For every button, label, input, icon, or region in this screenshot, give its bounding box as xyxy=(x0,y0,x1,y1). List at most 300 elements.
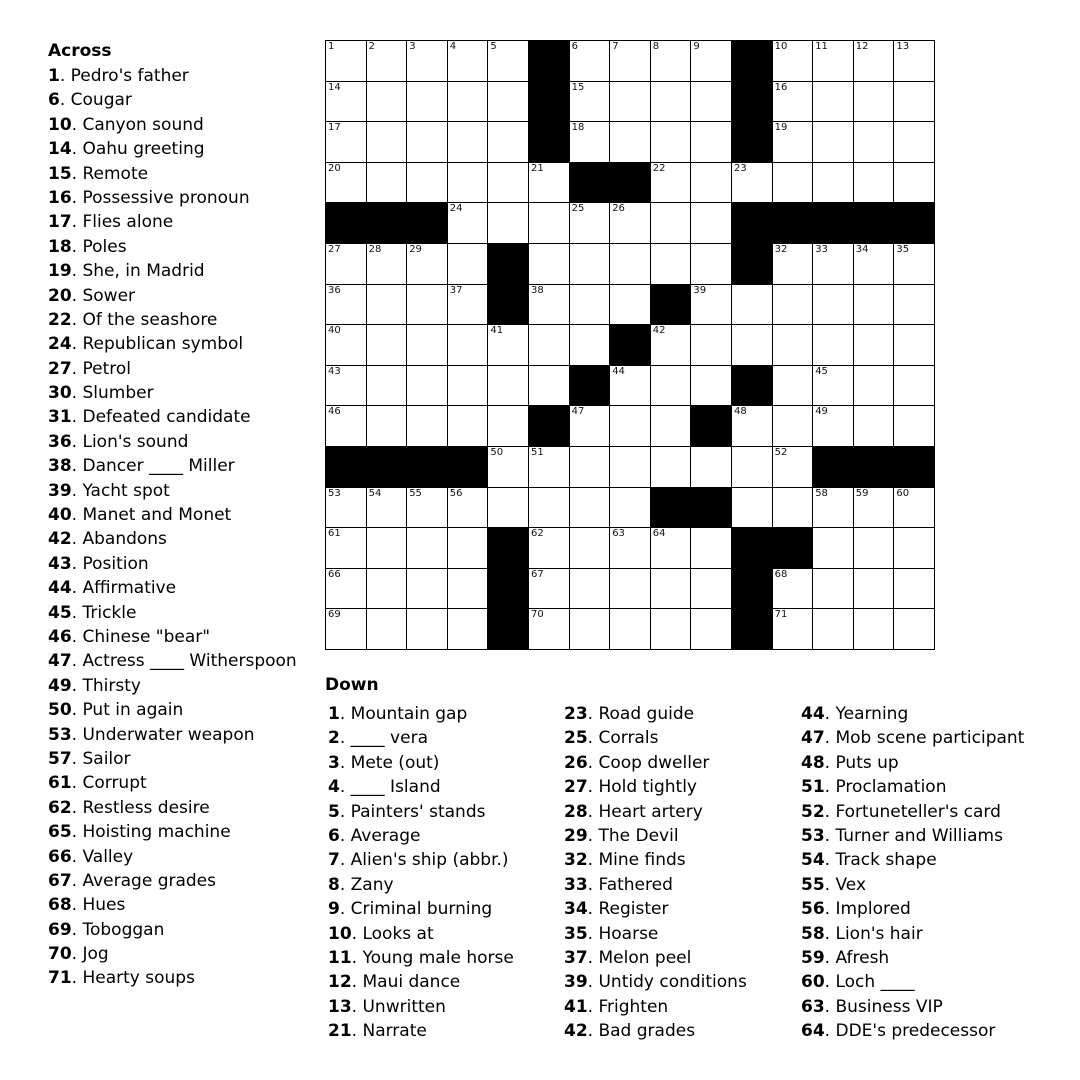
answer-cell[interactable] xyxy=(488,406,529,447)
black-square xyxy=(691,406,732,447)
cell-number: 20 xyxy=(328,162,341,174)
answer-cell[interactable] xyxy=(448,488,489,529)
answer-cell[interactable] xyxy=(691,163,732,204)
answer-cell[interactable] xyxy=(691,528,732,569)
answer-cell[interactable] xyxy=(894,82,935,123)
answer-cell[interactable] xyxy=(367,528,408,569)
answer-cell[interactable] xyxy=(326,366,367,407)
cell-number: 10 xyxy=(774,41,788,52)
clue-text: . Lion's sound xyxy=(71,431,189,452)
clue-number: 10 xyxy=(48,114,72,135)
clue-number: 36 xyxy=(48,431,72,452)
answer-cell[interactable] xyxy=(448,528,489,569)
answer-cell[interactable] xyxy=(651,366,692,407)
answer-cell[interactable] xyxy=(407,406,448,447)
clue-number: 30 xyxy=(48,383,72,404)
answer-cell[interactable] xyxy=(773,122,814,163)
black-square xyxy=(610,163,651,204)
answer-cell[interactable] xyxy=(894,244,935,285)
answer-cell[interactable] xyxy=(570,122,611,163)
answer-cell[interactable] xyxy=(894,325,935,366)
answer-cell[interactable] xyxy=(732,406,773,447)
answer-cell[interactable] xyxy=(367,488,408,529)
answer-cell[interactable] xyxy=(610,609,651,650)
cell-number: 3 xyxy=(409,41,416,52)
answer-cell[interactable] xyxy=(570,285,611,326)
answer-cell[interactable] xyxy=(894,163,935,204)
answer-cell[interactable] xyxy=(488,366,529,407)
down-clue-60 xyxy=(801,970,1024,994)
answer-cell[interactable] xyxy=(773,406,814,447)
down-clue-59 xyxy=(801,946,1024,970)
clue-text: . Canyon sound xyxy=(71,114,204,135)
down-clue-54 xyxy=(801,848,1024,872)
answer-cell[interactable] xyxy=(367,285,408,326)
answer-cell[interactable] xyxy=(773,82,814,123)
black-square xyxy=(448,447,489,488)
clue-text: . Affirmative xyxy=(71,578,177,599)
answer-cell[interactable] xyxy=(732,325,773,366)
answer-cell[interactable] xyxy=(407,366,448,407)
clue-text: . ____ vera xyxy=(339,728,428,749)
cell-number: 36 xyxy=(328,284,341,296)
answer-cell[interactable] xyxy=(854,122,895,163)
clue-number: 61 xyxy=(48,773,72,794)
down-clue-11 xyxy=(328,946,514,970)
clue-number: 27 xyxy=(564,777,588,798)
down-clue-39 xyxy=(564,970,747,994)
answer-cell[interactable] xyxy=(488,447,529,488)
answer-cell[interactable] xyxy=(813,122,854,163)
answer-cell[interactable] xyxy=(529,325,570,366)
clue-text: . DDE's predecessor xyxy=(824,1021,996,1042)
answer-cell[interactable] xyxy=(691,244,732,285)
answer-cell[interactable] xyxy=(610,244,651,285)
answer-cell[interactable] xyxy=(448,366,489,407)
answer-cell[interactable] xyxy=(570,41,611,82)
clue-number: 5 xyxy=(328,801,340,822)
answer-cell[interactable] xyxy=(570,325,611,366)
answer-cell[interactable] xyxy=(691,41,732,82)
answer-cell[interactable] xyxy=(529,569,570,610)
down-clue-27 xyxy=(564,775,747,799)
answer-cell[interactable] xyxy=(610,82,651,123)
answer-cell[interactable] xyxy=(407,488,448,529)
clue-text: . Put in again xyxy=(71,700,184,721)
answer-cell[interactable] xyxy=(448,569,489,610)
answer-cell[interactable] xyxy=(854,488,895,529)
answer-cell[interactable] xyxy=(367,325,408,366)
answer-cell[interactable] xyxy=(529,163,570,204)
answer-cell[interactable] xyxy=(529,285,570,326)
answer-cell[interactable] xyxy=(570,203,611,244)
answer-cell[interactable] xyxy=(691,203,732,244)
across-clue-61 xyxy=(48,771,297,795)
answer-cell[interactable] xyxy=(651,325,692,366)
clue-text: . Untidy conditions xyxy=(587,972,747,993)
black-square xyxy=(529,82,570,123)
clue-text: . Remote xyxy=(71,163,149,184)
answer-cell[interactable] xyxy=(610,366,651,407)
answer-cell[interactable] xyxy=(529,609,570,650)
answer-cell[interactable] xyxy=(407,325,448,366)
answer-cell[interactable] xyxy=(651,528,692,569)
clue-text: . Fathered xyxy=(587,874,673,895)
answer-cell[interactable] xyxy=(773,285,814,326)
answer-cell[interactable] xyxy=(773,488,814,529)
answer-cell[interactable] xyxy=(691,569,732,610)
across-clue-43 xyxy=(48,552,297,576)
clue-number: 51 xyxy=(801,777,825,798)
answer-cell[interactable] xyxy=(854,569,895,610)
answer-cell[interactable] xyxy=(651,122,692,163)
black-square xyxy=(813,447,854,488)
cell-number: 43 xyxy=(328,365,341,377)
clue-number: 40 xyxy=(48,505,72,526)
answer-cell[interactable] xyxy=(813,488,854,529)
clue-number: 47 xyxy=(801,728,825,749)
answer-cell[interactable] xyxy=(651,447,692,488)
answer-cell[interactable] xyxy=(813,82,854,123)
answer-cell[interactable] xyxy=(367,122,408,163)
black-square xyxy=(326,203,367,244)
answer-cell[interactable] xyxy=(326,244,367,285)
answer-cell[interactable] xyxy=(651,244,692,285)
answer-cell[interactable] xyxy=(529,447,570,488)
black-square xyxy=(651,488,692,529)
answer-cell[interactable] xyxy=(570,569,611,610)
answer-cell[interactable] xyxy=(610,569,651,610)
across-clue-22 xyxy=(48,308,297,332)
cell-number: 27 xyxy=(328,243,341,255)
answer-cell[interactable] xyxy=(691,366,732,407)
cell-number: 4 xyxy=(449,41,457,52)
answer-cell[interactable] xyxy=(651,41,692,82)
cell-number: 55 xyxy=(409,487,422,499)
answer-cell[interactable] xyxy=(691,122,732,163)
answer-cell[interactable] xyxy=(326,609,367,650)
answer-cell[interactable] xyxy=(854,325,895,366)
answer-cell[interactable] xyxy=(813,163,854,204)
answer-cell[interactable] xyxy=(326,285,367,326)
answer-cell[interactable] xyxy=(367,41,408,82)
black-square xyxy=(570,163,611,204)
answer-cell[interactable] xyxy=(570,82,611,123)
answer-cell[interactable] xyxy=(448,244,489,285)
across-clue-69 xyxy=(48,918,297,942)
clue-number: 62 xyxy=(48,797,72,818)
clue-text: . ____ Island xyxy=(339,777,441,798)
clue-text: . Mob scene participant xyxy=(824,728,1025,749)
answer-cell[interactable] xyxy=(326,82,367,123)
answer-cell[interactable] xyxy=(894,488,935,529)
black-square xyxy=(894,447,935,488)
answer-cell[interactable] xyxy=(894,406,935,447)
answer-cell[interactable] xyxy=(894,528,935,569)
answer-cell[interactable] xyxy=(529,366,570,407)
across-clue-62 xyxy=(48,796,297,820)
answer-cell[interactable] xyxy=(367,609,408,650)
answer-cell[interactable] xyxy=(813,41,854,82)
answer-cell[interactable] xyxy=(407,163,448,204)
answer-cell[interactable] xyxy=(448,41,489,82)
answer-cell[interactable] xyxy=(326,488,367,529)
cell-number: 32 xyxy=(774,243,788,255)
cell-number: 2 xyxy=(368,41,375,52)
answer-cell[interactable] xyxy=(407,244,448,285)
answer-cell[interactable] xyxy=(691,447,732,488)
black-square xyxy=(367,447,408,488)
answer-cell[interactable] xyxy=(854,82,895,123)
black-square xyxy=(529,41,570,82)
answer-cell[interactable] xyxy=(529,203,570,244)
answer-cell[interactable] xyxy=(813,325,854,366)
answer-cell[interactable] xyxy=(610,41,651,82)
cell-number: 8 xyxy=(652,41,660,52)
clue-text: . Criminal burning xyxy=(339,899,493,920)
clue-number: 9 xyxy=(328,899,340,920)
answer-cell[interactable] xyxy=(854,41,895,82)
black-square xyxy=(529,406,570,447)
down-clue-32 xyxy=(564,848,747,872)
answer-cell[interactable] xyxy=(732,163,773,204)
answer-cell[interactable] xyxy=(773,569,814,610)
answer-cell[interactable] xyxy=(854,366,895,407)
answer-cell[interactable] xyxy=(691,325,732,366)
down-clue-4 xyxy=(328,775,514,799)
answer-cell[interactable] xyxy=(407,528,448,569)
clue-text: . Mine finds xyxy=(587,850,686,871)
clue-number: 42 xyxy=(48,529,72,550)
clue-number: 17 xyxy=(48,212,72,233)
answer-cell[interactable] xyxy=(854,609,895,650)
answer-cell[interactable] xyxy=(894,41,935,82)
clue-number: 63 xyxy=(801,996,825,1017)
answer-cell[interactable] xyxy=(448,609,489,650)
clue-number: 13 xyxy=(328,996,352,1017)
black-square xyxy=(488,609,529,650)
down-clue-34 xyxy=(564,897,747,921)
answer-cell[interactable] xyxy=(529,244,570,285)
answer-cell[interactable] xyxy=(610,528,651,569)
answer-cell[interactable] xyxy=(570,488,611,529)
clue-number: 39 xyxy=(48,480,72,501)
answer-cell[interactable] xyxy=(773,325,814,366)
across-clue-39 xyxy=(48,479,297,503)
answer-cell[interactable] xyxy=(488,122,529,163)
answer-cell[interactable] xyxy=(651,569,692,610)
answer-cell[interactable] xyxy=(367,406,408,447)
clue-number: 59 xyxy=(801,947,825,968)
answer-cell[interactable] xyxy=(813,609,854,650)
answer-cell[interactable] xyxy=(488,203,529,244)
answer-cell[interactable] xyxy=(651,406,692,447)
black-square xyxy=(326,447,367,488)
answer-cell[interactable] xyxy=(691,285,732,326)
answer-cell[interactable] xyxy=(570,447,611,488)
clue-number: 4 xyxy=(328,777,340,798)
answer-cell[interactable] xyxy=(813,569,854,610)
across-clue-10 xyxy=(48,113,297,137)
answer-cell[interactable] xyxy=(326,569,367,610)
clue-text: . Mountain gap xyxy=(339,704,468,724)
answer-cell[interactable] xyxy=(610,122,651,163)
answer-cell[interactable] xyxy=(326,406,367,447)
answer-cell[interactable] xyxy=(773,609,814,650)
answer-cell[interactable] xyxy=(894,285,935,326)
answer-cell[interactable] xyxy=(773,447,814,488)
answer-cell[interactable] xyxy=(773,41,814,82)
answer-cell[interactable] xyxy=(570,406,611,447)
down-clue-47 xyxy=(801,726,1024,750)
down-clue-63 xyxy=(801,995,1024,1019)
clue-number: 20 xyxy=(48,285,72,306)
answer-cell[interactable] xyxy=(894,609,935,650)
answer-cell[interactable] xyxy=(651,163,692,204)
answer-cell[interactable] xyxy=(407,41,448,82)
cell-number: 59 xyxy=(855,487,869,499)
answer-cell[interactable] xyxy=(570,528,611,569)
clue-text: . Hoisting machine xyxy=(71,822,231,843)
answer-cell[interactable] xyxy=(326,528,367,569)
answer-cell[interactable] xyxy=(407,569,448,610)
answer-cell[interactable] xyxy=(488,41,529,82)
clue-text: . Jog xyxy=(71,944,109,965)
cell-number: 64 xyxy=(652,528,666,540)
clue-text: . Slumber xyxy=(71,383,154,404)
answer-cell[interactable] xyxy=(813,244,854,285)
answer-cell[interactable] xyxy=(367,366,408,407)
answer-cell[interactable] xyxy=(488,82,529,123)
answer-cell[interactable] xyxy=(407,122,448,163)
answer-cell[interactable] xyxy=(773,244,814,285)
answer-cell[interactable] xyxy=(894,569,935,610)
answer-cell[interactable] xyxy=(651,82,692,123)
answer-cell[interactable] xyxy=(773,163,814,204)
cell-number: 40 xyxy=(328,325,341,337)
answer-cell[interactable] xyxy=(488,488,529,529)
answer-cell[interactable] xyxy=(854,406,895,447)
answer-cell[interactable] xyxy=(367,244,408,285)
answer-cell[interactable] xyxy=(732,285,773,326)
answer-cell[interactable] xyxy=(367,569,408,610)
clue-number: 6 xyxy=(328,825,340,846)
clue-text: . Mete (out) xyxy=(339,752,440,773)
answer-cell[interactable] xyxy=(854,163,895,204)
clue-number: 53 xyxy=(48,724,72,745)
answer-cell[interactable] xyxy=(407,609,448,650)
answer-cell[interactable] xyxy=(691,609,732,650)
answer-cell[interactable] xyxy=(529,488,570,529)
black-square xyxy=(367,203,408,244)
answer-cell[interactable] xyxy=(610,488,651,529)
clue-text: . Toboggan xyxy=(71,919,165,940)
answer-cell[interactable] xyxy=(732,447,773,488)
answer-cell[interactable] xyxy=(367,82,408,123)
clue-number: 16 xyxy=(48,187,72,208)
answer-cell[interactable] xyxy=(813,366,854,407)
answer-cell[interactable] xyxy=(894,122,935,163)
across-clue-47 xyxy=(48,649,297,673)
answer-cell[interactable] xyxy=(407,82,448,123)
cell-number: 16 xyxy=(774,81,788,93)
answer-cell[interactable] xyxy=(773,366,814,407)
clue-number: 6 xyxy=(48,90,60,111)
answer-cell[interactable] xyxy=(570,244,611,285)
cell-number: 25 xyxy=(571,203,585,215)
clue-text: . Average grades xyxy=(71,870,216,891)
answer-cell[interactable] xyxy=(326,41,367,82)
clue-number: 41 xyxy=(564,996,588,1017)
answer-cell[interactable] xyxy=(570,609,611,650)
answer-cell[interactable] xyxy=(651,609,692,650)
clue-number: 49 xyxy=(48,675,72,696)
cell-number: 21 xyxy=(530,162,544,174)
cell-number: 58 xyxy=(815,487,828,499)
cell-number: 66 xyxy=(328,568,341,580)
answer-cell[interactable] xyxy=(448,406,489,447)
clue-text: . Chinese "bear" xyxy=(71,626,211,647)
answer-cell[interactable] xyxy=(610,285,651,326)
answer-cell[interactable] xyxy=(610,203,651,244)
clue-number: 28 xyxy=(564,801,588,822)
down-clue-64 xyxy=(801,1019,1024,1043)
down-clue-column-2 xyxy=(564,702,747,1043)
down-clue-35 xyxy=(564,922,747,946)
cell-number: 37 xyxy=(449,284,463,296)
answer-cell[interactable] xyxy=(894,366,935,407)
answer-cell[interactable] xyxy=(448,163,489,204)
clue-number: 24 xyxy=(48,334,72,355)
cell-number: 11 xyxy=(815,41,828,52)
answer-cell[interactable] xyxy=(813,285,854,326)
answer-cell[interactable] xyxy=(610,406,651,447)
answer-cell[interactable] xyxy=(854,528,895,569)
answer-cell[interactable] xyxy=(326,122,367,163)
answer-cell[interactable] xyxy=(448,203,489,244)
down-clue-28 xyxy=(564,800,747,824)
answer-cell[interactable] xyxy=(488,325,529,366)
answer-cell[interactable] xyxy=(407,285,448,326)
answer-cell[interactable] xyxy=(488,163,529,204)
answer-cell[interactable] xyxy=(367,163,408,204)
answer-cell[interactable] xyxy=(326,325,367,366)
answer-cell[interactable] xyxy=(854,244,895,285)
down-clue-9 xyxy=(328,897,514,921)
down-clue-6 xyxy=(328,824,514,848)
down-clue-52 xyxy=(801,800,1024,824)
cell-number: 13 xyxy=(896,41,910,52)
answer-cell[interactable] xyxy=(813,528,854,569)
answer-cell[interactable] xyxy=(691,82,732,123)
cell-number: 33 xyxy=(815,243,828,255)
answer-cell[interactable] xyxy=(529,528,570,569)
answer-cell[interactable] xyxy=(448,325,489,366)
answer-cell[interactable] xyxy=(651,203,692,244)
black-square xyxy=(488,528,529,569)
answer-cell[interactable] xyxy=(326,163,367,204)
cell-number: 29 xyxy=(409,243,422,255)
clue-text: . Lion's hair xyxy=(824,923,923,944)
answer-cell[interactable] xyxy=(448,122,489,163)
clue-text: . Looks at xyxy=(351,923,434,944)
answer-cell[interactable] xyxy=(732,488,773,529)
answer-cell[interactable] xyxy=(610,447,651,488)
answer-cell[interactable] xyxy=(448,285,489,326)
answer-cell[interactable] xyxy=(448,82,489,123)
answer-cell[interactable] xyxy=(854,285,895,326)
answer-cell[interactable] xyxy=(813,406,854,447)
